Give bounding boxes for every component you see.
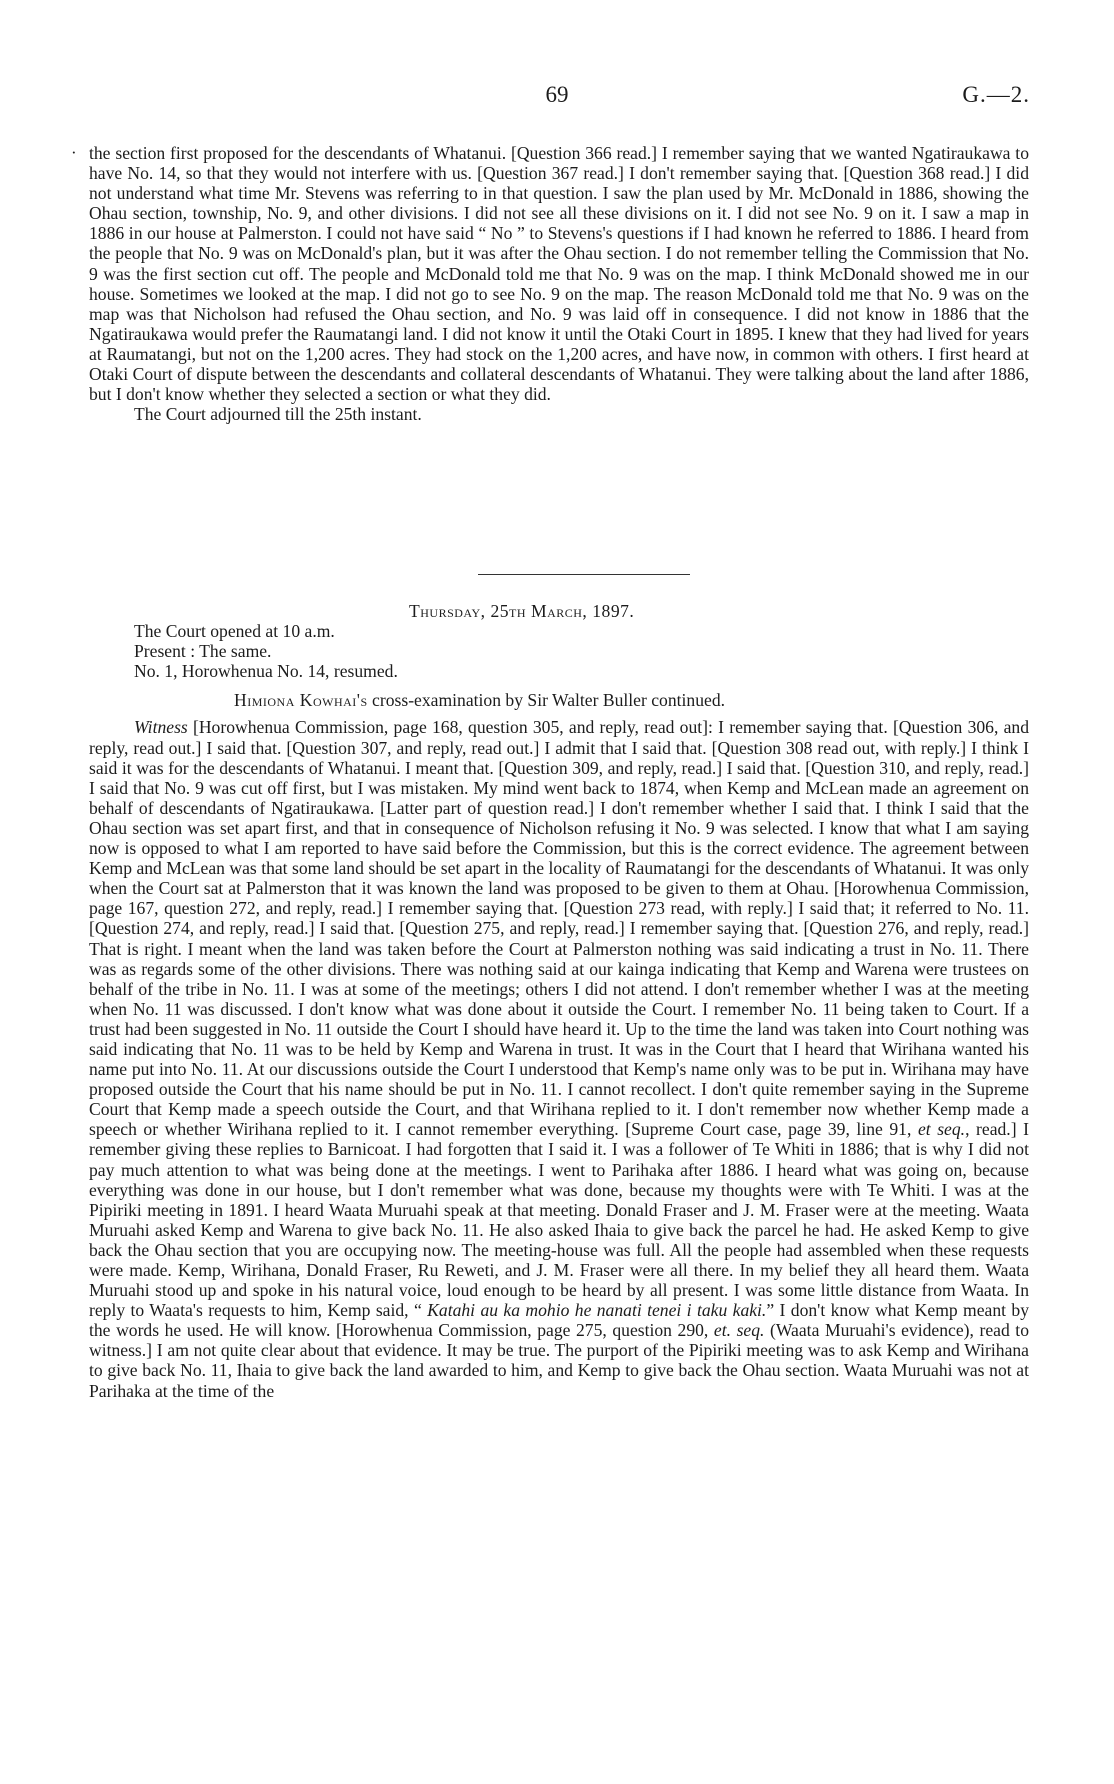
- paragraph-text-a: [Horowhenua Commission, page 168, question 305, and reply, read out]: I remember saying that. [Question 306, and reply, read out.] I said that. [Question 307, and reply, read out.] I admit that I said that. [Question 308 read out, with reply.] I think I said it was for the descendants of Whatanui. I meant that. [Question 309, and reply, read.] I said that. [Question 310, and reply, read.] I said that No. 9 was cut off first, but I was mistaken. My mind went back to 1874, when Kemp and McLean made an agreement on behalf of descendants of Ngatiraukawa. [Latter part of question read.] I don't remember whether I said that. I think I said that the Ohau section was set apart first, and that in consequence of Nicholson refusing it No. 9 was selected. I know that what I am saying now is opposed to what I am reported to have said before the Commission, but this is the correct evidence. The agreement between Kemp and McLean was that some land should be set apart in the locality of Raumatangi for the descendants of Whatanui. It was only when the Court sat at Palmerston that it was known the land was proposed to be given to them at Ohau. [Horowhenua Commission, page 167, question 272, and reply, read.] I remember saying that. [Question 273 read, with reply.] I said that; it referred to No. 11. [Question 274, and reply, read.] I said that. [Question 275, and reply, read.] I remember saying that. [Question 276, and reply, read.] That is right. I meant when the land was taken before the Court at Palmerston nothing was said indicating a trust in No. 11. There was as regards some of the other divisions. There was nothing said at our kainga indicating that Kemp and Warena were trustees on behalf of the tribe in No. 11. I was at some of the meetings; others I did not attend. I don't remember whether I was at the meeting when No. 11 was discussed. I don't know what was done about it outside the Court. I remember No. 11 being taken to Court. If a trust had been suggested in No. 11 outside the Court I should have heard it. Up to the time the land was taken into Court nothing was said indicating that No. 11 was to be held by Kemp and Warena in trust. It was in the Court that I heard that Wirihana wanted his name put into No. 11. At our discussions outside the Court I understood that Kemp's name only was to be put in. Wirihana may have proposed outside the Court that his name should be put in No. 11. I cannot recollect. I don't quite remember saying in the Supreme Court that Kemp made a speech outside the Court, and that Wirihana replied to it. I don't remember now whether Kemp made a speech or whether Wirihana replied to it. I cannot remember everything. [Supreme Court case, page 39, line 91,: [89, 717, 1029, 1140]
- document-reference: G.—2.: [962, 82, 1030, 107]
- et-seq-2: et. seq.: [713, 1320, 765, 1341]
- witness-name: Himiona Kowhai's: [234, 690, 368, 711]
- margin-mark: ·: [71, 143, 77, 162]
- et-seq: et seq.: [917, 1119, 966, 1140]
- resumed-line: No. 1, Horowhenua No. 14, resumed.: [134, 661, 398, 682]
- paragraph-text-b: , read.] I remember giving these replies to Barnicoat. I had forgotten that I said it. I was a follower of Te Whiti in 1886; that is why I did not pay much attention to what was being done at the meetings. I went to Parihaka after 1886. I heard what was going on, because everything was done in our house, but I don't remember what was done, because my thoughts were with Te Whiti. I was at the Pipiriki meeting in 1891. I heard Waata Muruahi speak at that meeting. Donald Fraser and J. M. Fraser were at the meeting. Waata Muruahi asked Kemp and Warena to give back No. 11. He also asked Ihaia to give back the parcel he had. He asked Kemp to give back the Ohau section that you are occupying now. The meeting-house was full. All the people had assembled when these requests were made. Kemp, Wirihana, Donald Fraser, Ru Reweti, and J. M. Fraser were all there. In my belief they all heard them. Waata Muruahi stood up and spoke in his natural voice, loud enough to be heard by all present. I was some little distance from Waata. In reply to Waata's requests to him, Kemp said, “: [89, 1119, 1029, 1321]
- paragraph-text-d: (Waata Muruahi's evidence), read to witness.] I am not quite clear about that evidence. It may be true. The purport of the Pipiriki meeting was to ask Kemp and Wirihana to give back No. 11, Ihaia to give back the land awarded to him, and Kemp to give back the Ohau section. Waata Muruahi was not at Parihaka at the time of the: [89, 1320, 1029, 1401]
- cross-examination-rest: cross-examination by Sir Walter Buller continued.: [367, 690, 726, 711]
- page-number: 69: [545, 82, 569, 107]
- paragraph-text-c: ” I don't know what Kemp meant by the words he used. He will know. [Horowhenua Commission, page 275, question 290,: [89, 1300, 1030, 1341]
- section-divider: [478, 574, 690, 575]
- session-date: Thursday, 25th March, 1897.: [409, 601, 635, 621]
- court-opened-line: The Court opened at 10 a.m.: [134, 621, 335, 642]
- present-line: Present : The same.: [134, 641, 272, 662]
- adjournment-line: The Court adjourned till the 25th instant.: [134, 404, 422, 425]
- evidence-paragraph: the section first proposed for the descendants of Whatanui. [Question 366 read.] I remember saying that we wanted Ngatiraukawa to have No. 14, so that they would not interfere with us. [Question 367 read.] I don't remember saying that. [Question 368 read.] I did not understand what time Mr. Stevens was referring to in that question. I saw the plan used by Mr. McDonald in 1886, showing the Ohau section, township, No. 9, and other divisions. I did not see all these divisions on it. I did not see No. 9 on it. I saw a map in 1886 in our house at Palmerston. I could not have said “ No ” to Stevens's questions if I had known he referred to 1886. I heard from the people that No. 9 was on McDonald's plan, but it was after the Ohau section. I do not remember telling the Commission that No. 9 was the first section cut off. The people and McDonald told me that No. 9 was on the map. I think McDonald showed me in our house. Sometimes we looked at the map. I did not go to see No. 9 on the map. The reason McDonald told me that No. 9 was on the map was that Nicholson had refused the Ohau section, and No. 9 was laid off in consequence. I did not know in 1886 that the Ngatiraukawa would prefer the Raumatangi land. I did not know it until the Otaki Court in 1895. I knew that they had lived for years at Raumatangi, but not on the 1,200 acres. They had stock on the 1,200 acres, and have now, in common with others. I first heard at Otaki Court of dispute between the descendants and collateral descendants of Whatanui. They were talking about the land after 1886, but I don't know whether they selected a section or what they did.: [89, 143, 1029, 405]
- continued-paragraph: [71, 143, 1029, 425]
- witness-label: Witness: [134, 717, 188, 738]
- cross-examination-heading: [89, 690, 1029, 710]
- witness-paragraph: [89, 717, 1029, 1400]
- thursday-section: [89, 601, 1029, 1401]
- maori-quote: Katahi au ka mohio he nanati tenei i taku kaki.: [427, 1300, 767, 1321]
